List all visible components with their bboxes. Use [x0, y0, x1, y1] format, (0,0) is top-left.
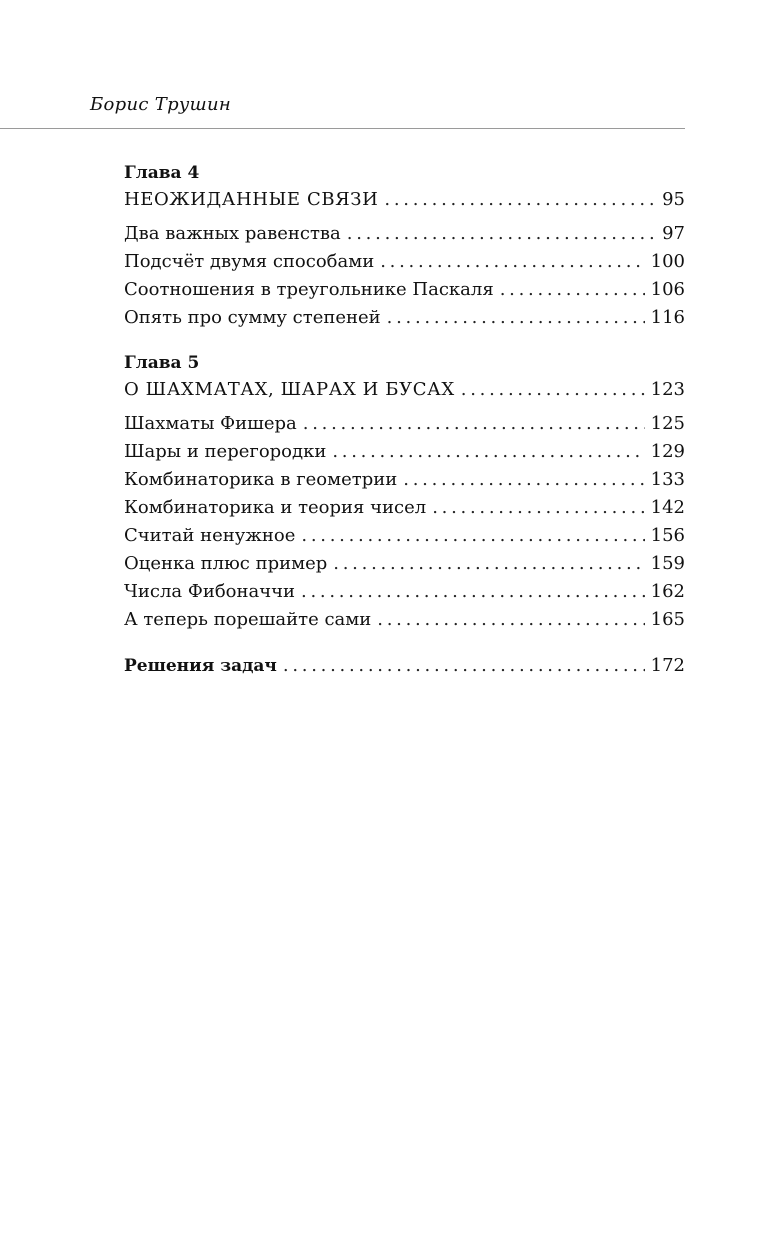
section-title: Подсчёт двумя способами — [124, 251, 375, 272]
page-number: 162 — [650, 581, 685, 602]
toc-entry[interactable] — [124, 438, 685, 466]
page-number: 95 — [662, 189, 685, 210]
dot-leader — [332, 438, 644, 466]
chapter-label: Глава 5 — [124, 353, 200, 373]
chapter-label: Глава 4 — [124, 163, 200, 183]
page-number: 156 — [650, 525, 685, 546]
solutions-entry[interactable] — [124, 652, 685, 680]
page-number: 172 — [650, 655, 685, 676]
section-title: Опять про сумму степеней — [124, 307, 381, 328]
chapter-5-block — [124, 350, 685, 634]
header-rule — [0, 128, 685, 129]
table-of-contents — [124, 160, 685, 680]
chapter-title-entry[interactable] — [124, 186, 685, 214]
page-number: 125 — [650, 413, 685, 434]
toc-entry[interactable] — [124, 494, 685, 522]
page-number: 106 — [650, 279, 685, 300]
toc-entry[interactable] — [124, 606, 685, 634]
page-number: 129 — [650, 441, 685, 462]
toc-entry[interactable] — [124, 522, 685, 550]
section-title: Оценка плюс пример — [124, 553, 328, 574]
section-title: Комбинаторика и теория чисел — [124, 497, 427, 518]
toc-entry[interactable] — [124, 248, 685, 276]
dot-leader — [303, 410, 645, 438]
section-title: Комбинаторика в геометрии — [124, 469, 398, 490]
dot-leader — [377, 606, 644, 634]
toc-entry[interactable] — [124, 466, 685, 494]
dot-leader — [301, 578, 645, 606]
toc-entry[interactable] — [124, 220, 685, 248]
section-title: Шары и перегородки — [124, 441, 327, 462]
dot-leader — [384, 186, 656, 214]
page-number: 123 — [650, 379, 685, 400]
dot-leader — [461, 376, 645, 404]
chapter-title: НЕОЖИДАННЫЕ СВЯЗИ — [124, 189, 379, 210]
page-number: 159 — [650, 553, 685, 574]
dot-leader — [347, 220, 656, 248]
toc-entry[interactable] — [124, 550, 685, 578]
solutions-title: Решения задач — [124, 656, 277, 676]
section-title: А теперь порешайте сами — [124, 609, 372, 630]
chapter-title: О ШАХМАТАХ, ШАРАХ И БУСАХ — [124, 379, 455, 400]
section-title: Соотношения в треугольнике Паскаля — [124, 279, 494, 300]
toc-entry[interactable] — [124, 410, 685, 438]
page-number: 116 — [650, 307, 685, 328]
dot-leader — [500, 276, 645, 304]
chapter-4-block — [124, 160, 685, 332]
page-number: 133 — [650, 469, 685, 490]
dot-leader — [387, 304, 645, 332]
page-number: 97 — [662, 223, 685, 244]
page-number: 100 — [650, 251, 685, 272]
toc-entry[interactable] — [124, 304, 685, 332]
dot-leader — [301, 522, 644, 550]
section-title: Два важных равенства — [124, 223, 341, 244]
running-head-author: Борис Трушин — [90, 94, 232, 115]
page-number: 142 — [650, 497, 685, 518]
toc-entry[interactable] — [124, 276, 685, 304]
section-title: Шахматы Фишера — [124, 413, 297, 434]
dot-leader — [333, 550, 644, 578]
dot-leader — [283, 652, 645, 680]
dot-leader — [403, 466, 644, 494]
toc-entry[interactable] — [124, 578, 685, 606]
chapter-title-entry[interactable] — [124, 376, 685, 404]
section-title: Числа Фибоначчи — [124, 581, 296, 602]
section-title: Считай ненужное — [124, 525, 296, 546]
dot-leader — [432, 494, 644, 522]
dot-leader — [380, 248, 644, 276]
page-number: 165 — [650, 609, 685, 630]
